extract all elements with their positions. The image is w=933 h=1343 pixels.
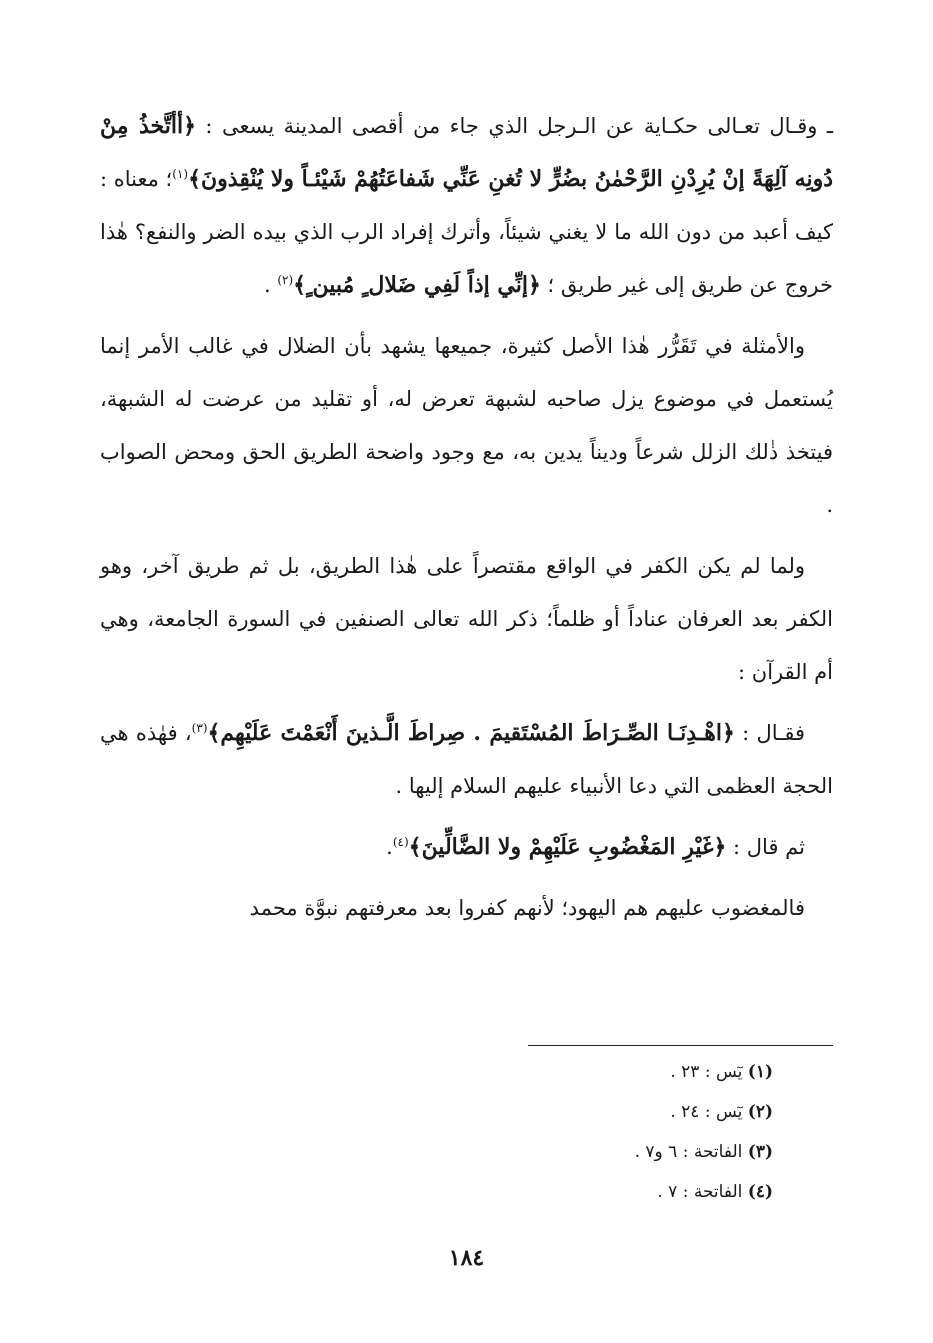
footnote-number: (٣) <box>747 1142 773 1162</box>
paragraph <box>100 540 833 699</box>
footnote-marker: (٢) <box>277 273 294 287</box>
quran-verse: ﴿أأتَّخذُ مِنْ دُونِه آلِهَةً إنْ يُرِدْنِ الرَّحْمٰنُ بضُرٍّ لا تُغنِ عَنِّي شَفاعَتُهُمْ شَيْئـاً ولا يُنْقِذونَ﴾ <box>100 113 834 192</box>
paragraph <box>100 100 833 312</box>
quran-verse: ﴿إنِّي إذاً لَفِي ضَلال ٍ مُبين ٍ﴾ <box>293 272 541 298</box>
paragraph <box>100 320 833 532</box>
footnote-number: (٤) <box>747 1182 773 1202</box>
footnote-number: (٢) <box>747 1102 773 1122</box>
text-segment: . <box>386 835 393 859</box>
text-segment: فالمغضوب عليهم هم اليهود؛ لأنهم كفروا بعد معرفتهم نبوَّة محمد <box>249 896 805 920</box>
page-body <box>100 100 833 943</box>
paragraph <box>100 707 833 813</box>
footnote <box>635 1052 773 1092</box>
footnote <box>635 1092 773 1132</box>
text-segment: والأمثلة في تَقَرُّر هٰذا الأصل كثيرة، جميعها يشهد بأن الضلال في غالب الأمر إنما يُستعمل في موضوع يزل صاحبه لشبهة تعرض له، أو تقليد من عرضت له الشبهة، فيتخذ ذٰلك الزلل شرعاً وديناً يدين به، مع وجود واضحة الطريق الحق ومحض الصواب . <box>100 334 833 517</box>
text-segment: . <box>263 273 278 297</box>
footnote-marker: (١) <box>172 167 189 181</box>
footnote-text: الفاتحة : ٧ . <box>657 1182 748 1202</box>
page-number: ١٨٤ <box>448 1245 485 1271</box>
footnote-text: يٓس : ٢٤ . <box>670 1102 748 1122</box>
footnote-marker: (٣) <box>191 721 208 735</box>
footnote-marker: (٤) <box>392 835 409 849</box>
quran-verse: ﴿اهْـدِنَـا الصِّـرَاطَ المُسْتَقيمَ . صِراطَ الَّـذينَ أَنْعَمْتَ عَلَيْهِم﴾ <box>207 720 735 746</box>
footnote-text: يٓس : ٢٣ . <box>670 1062 748 1082</box>
footnote <box>635 1132 773 1172</box>
footnote-number: (١) <box>747 1062 773 1082</box>
footnote-text: الفاتحة : ٦ و٧ . <box>634 1142 748 1162</box>
paragraph <box>100 821 833 874</box>
text-segment: ـ وقـال تعـالى حكـاية عن الـرجل الذي جاء من أقصى المدينة يسعى : <box>195 114 833 138</box>
main-text <box>100 100 833 935</box>
footnote-divider <box>528 1045 833 1046</box>
footnote <box>635 1172 773 1212</box>
text-segment: ، فهٰذه هي الحجة العظمى التي دعا الأنبياء عليهم السلام إليها . <box>100 721 833 798</box>
text-segment: ولما لم يكن الكفر في الواقع مقتصراً على هٰذا الطريق، بل ثم طريق آخر، وهو الكفر بعد العرفان عناداً أو ظلماً؛ ذكر الله تعالى الصنفين في السورة الجامعة، وهي أم القرآن : <box>100 554 833 684</box>
paragraph <box>100 882 833 935</box>
text-segment: ؛ معناه : كيف أعبد من دون الله ما لا يغني شيئاً، وأترك إفراد الرب الذي بيده الضر والنفع؟ هٰذا خروج عن طريق إلى غير طريق ؛ <box>100 167 833 297</box>
footnotes <box>635 1052 773 1212</box>
text-segment: فقـال : <box>734 721 805 745</box>
text-segment: ثم قال : <box>726 835 805 859</box>
quran-verse: ﴿غَيْرِ المَغْضُوبِ عَلَيْهِمْ ولا الضَّالِّينَ﴾ <box>408 834 727 860</box>
